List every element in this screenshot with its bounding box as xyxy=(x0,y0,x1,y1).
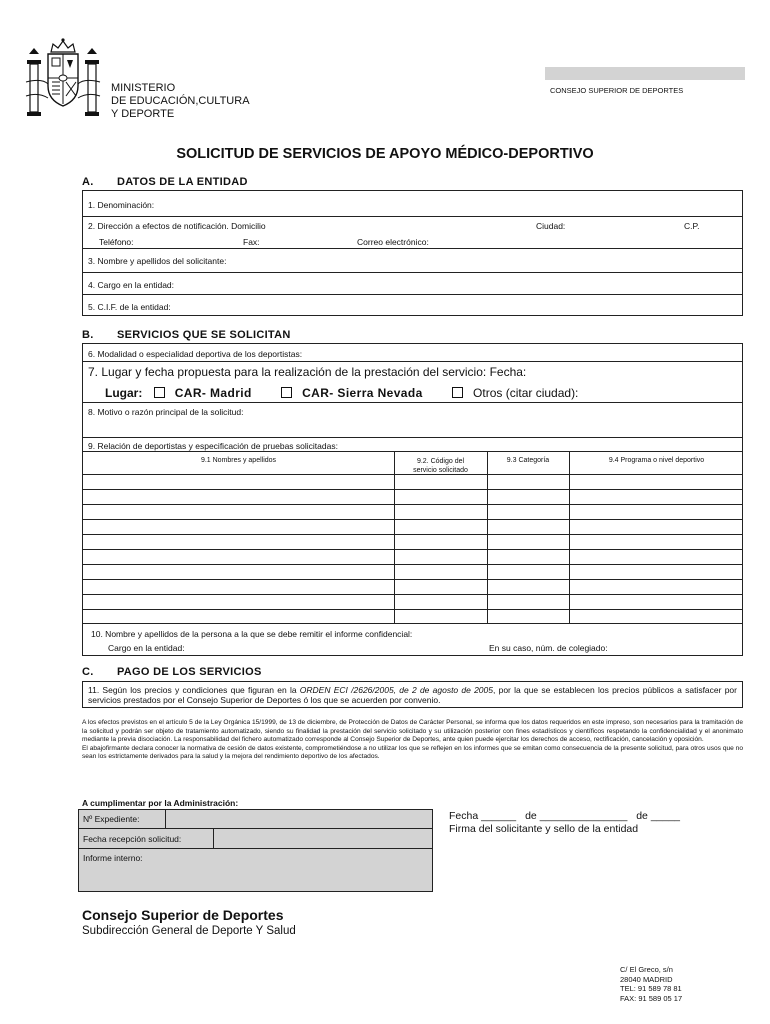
fecha-mes-blank[interactable]: _______________ xyxy=(539,810,628,822)
pago-text xyxy=(88,685,737,705)
footer-subdireccion: Subdirección General de Deporte Y Salud xyxy=(82,925,296,937)
field-modalidad[interactable]: 6. Modalidad o especialidad deportiva de los deportistas: xyxy=(88,349,303,359)
field-lugar-fecha[interactable]: 7. Lugar y fecha propuesta para la realización de la prestación del servicio: Fecha: xyxy=(88,365,527,379)
col-nombres: 9.1 Nombres y apellidos xyxy=(200,457,277,464)
admin-heading: A cumplimentar por la Administración: xyxy=(82,798,239,808)
section-a-heading xyxy=(82,176,248,188)
field-telefono[interactable]: Teléfono: xyxy=(99,237,134,247)
field-colegiado[interactable]: En su caso, núm. de colegiado: xyxy=(489,643,608,653)
footer-org: Consejo Superior de Deportes xyxy=(82,907,284,923)
field-expediente[interactable]: Nº Expediente: xyxy=(83,814,140,824)
table-row[interactable] xyxy=(83,519,742,520)
field-relacion: 9. Relación de deportistas y especificación de pruebas solicitadas: xyxy=(88,441,338,451)
field-correo[interactable]: Correo electrónico: xyxy=(357,237,429,247)
field-cp[interactable]: C.P. xyxy=(684,221,700,231)
col-codigo xyxy=(394,457,487,475)
legal-text xyxy=(82,719,743,762)
pago-orden: ORDEN ECI /2626/2005, de 2 de agosto de 2005 xyxy=(299,685,493,695)
section-b-box xyxy=(82,343,743,656)
lugar-label: Lugar: xyxy=(105,386,143,400)
table-row[interactable] xyxy=(83,579,742,580)
pago-text-post: , por la que se establecen los precios públicos a satisfacer por servicios prestados por el Consejo Superior de Deportes ó los que se acuerden por convenio. xyxy=(88,685,737,705)
col-categoria: 9.3 Categoría xyxy=(506,457,550,464)
checkbox-car-madrid[interactable] xyxy=(154,387,165,398)
option-otros: Otros (citar ciudad): xyxy=(473,386,579,400)
signature-label: Firma del solicitante y sello de la entidad xyxy=(449,823,639,835)
col-codigo-line2: servicio solicitado xyxy=(413,467,468,474)
athletes-table xyxy=(83,451,742,624)
address-fax: FAX: 91 589 05 17 xyxy=(620,993,683,1003)
table-row[interactable] xyxy=(83,489,742,490)
field-persona-informe[interactable]: 10. Nombre y apellidos de la persona a la que se debe remitir el informe confidencial: xyxy=(91,629,413,639)
address-street: C/ El Greco, s/n xyxy=(620,965,673,974)
field-direccion[interactable]: 2. Dirección a efectos de notificación. Domicilio xyxy=(88,221,266,231)
address-tel: TEL: 91 589 78 81 xyxy=(620,984,682,993)
table-row[interactable] xyxy=(83,504,742,505)
col-codigo-line1: 9.2. Código del xyxy=(416,458,465,465)
section-a-box xyxy=(82,190,743,316)
field-motivo[interactable]: 8. Motivo o razón principal de la solicitud: xyxy=(88,407,244,417)
table-row[interactable] xyxy=(83,549,742,550)
ministry-line-2: DE EDUCACIÓN,CULTURA xyxy=(111,95,250,107)
council-name: CONSEJO SUPERIOR DE DEPORTES xyxy=(550,86,684,95)
field-fecha-recepcion[interactable]: Fecha recepción solicitud: xyxy=(83,834,182,844)
col-programa: 9.4 Programa o nivel deportivo xyxy=(608,457,705,464)
section-a-title: DATOS DE LA ENTIDAD xyxy=(116,176,248,188)
option-car-madrid: CAR- Madrid xyxy=(174,386,252,400)
table-row[interactable] xyxy=(83,609,742,610)
ministry-line-3: Y DEPORTE xyxy=(111,108,175,120)
table-row[interactable] xyxy=(83,534,742,535)
legal-paragraph-2: El abajofirmante declara conocer la normativa de cesión de datos existente, comprometiéndose a no utilizar los que se reflejen en los informes que se emitan como consecuencia de la presente solicitud, para otros usos que no sean los estrictamente derivados para la salud y la mejora del rendimiento deportivo de los afectados. xyxy=(82,744,743,761)
fecha-de-1: de xyxy=(525,810,537,822)
lugar-options xyxy=(105,386,578,400)
fecha-dia-blank[interactable]: ______ xyxy=(481,810,517,822)
admin-box xyxy=(78,809,433,892)
pago-text-pre: 11. Según los precios y condiciones que figuran en la xyxy=(88,685,300,695)
page-title: SOLICITUD DE SERVICIOS DE APOYO MÉDICO-DEPORTIVO xyxy=(176,146,594,162)
option-car-sierra-nevada: CAR- Sierra Nevada xyxy=(302,386,423,400)
section-b-heading xyxy=(82,329,291,341)
checkbox-car-sierra-nevada[interactable] xyxy=(281,387,292,398)
address-city: 28040 MADRID xyxy=(620,974,673,984)
field-denominacion[interactable]: 1. Denominación: xyxy=(88,200,155,210)
section-b-title: SERVICIOS QUE SE SOLICITAN xyxy=(116,329,291,341)
field-solicitante[interactable]: 3. Nombre y apellidos del solicitante: xyxy=(88,256,227,266)
section-c-title: PAGO DE LOS SERVICIOS xyxy=(116,666,262,678)
field-cargo-entidad[interactable]: Cargo en la entidad: xyxy=(108,643,185,653)
field-ciudad[interactable]: Ciudad: xyxy=(536,221,566,231)
legal-paragraph-1: A los efectos previstos en el artículo 5 de la Ley Orgánica 15/1999, de 13 de diciembre, de Protección de Datos de Carácter Personal, se informa que los datos requeridos en este impreso, son necesarios para la tramitación de la solicitud y podrán ser objeto de tratamiento automatizado, siendo su finalidad la prestación del servicio solicitado y su utilización posterior con fines estadísticos y científicos respetando la confidencialidad y el anonimato mediante la previa disociación. La responsabilidad del fichero automatizado corresponde al Consejo Superior de Deportes, ante quien puede ejercitar los derechos de acceso, rectificación, cancelación y oposición. xyxy=(82,719,743,744)
section-b-letter: B. xyxy=(82,329,94,341)
signature-date xyxy=(449,810,680,822)
fecha-anio-blank[interactable]: _____ xyxy=(650,810,681,822)
table-row[interactable] xyxy=(83,564,742,565)
ministry-line-1: MINISTERIO xyxy=(111,82,176,94)
section-c-box xyxy=(82,681,743,708)
field-informe-interno[interactable]: Informe interno: xyxy=(83,853,143,863)
section-c-letter: C. xyxy=(82,666,94,678)
section-a-letter: A. xyxy=(82,176,94,188)
field-cif[interactable]: 5. C.I.F. de la entidad: xyxy=(88,302,171,312)
table-row[interactable] xyxy=(83,474,742,475)
footer-address xyxy=(620,965,682,1003)
field-fax[interactable]: Fax: xyxy=(243,237,260,247)
field-cargo[interactable]: 4. Cargo en la entidad: xyxy=(88,280,175,290)
section-c-heading xyxy=(82,666,262,678)
coat-of-arms-icon xyxy=(24,38,102,124)
fecha-label: Fecha xyxy=(449,810,479,822)
table-row[interactable] xyxy=(83,594,742,595)
checkbox-otros[interactable] xyxy=(452,387,463,398)
header-gray-bar xyxy=(545,67,745,80)
ministry-name xyxy=(111,82,250,121)
fecha-de-2: de xyxy=(636,810,648,822)
